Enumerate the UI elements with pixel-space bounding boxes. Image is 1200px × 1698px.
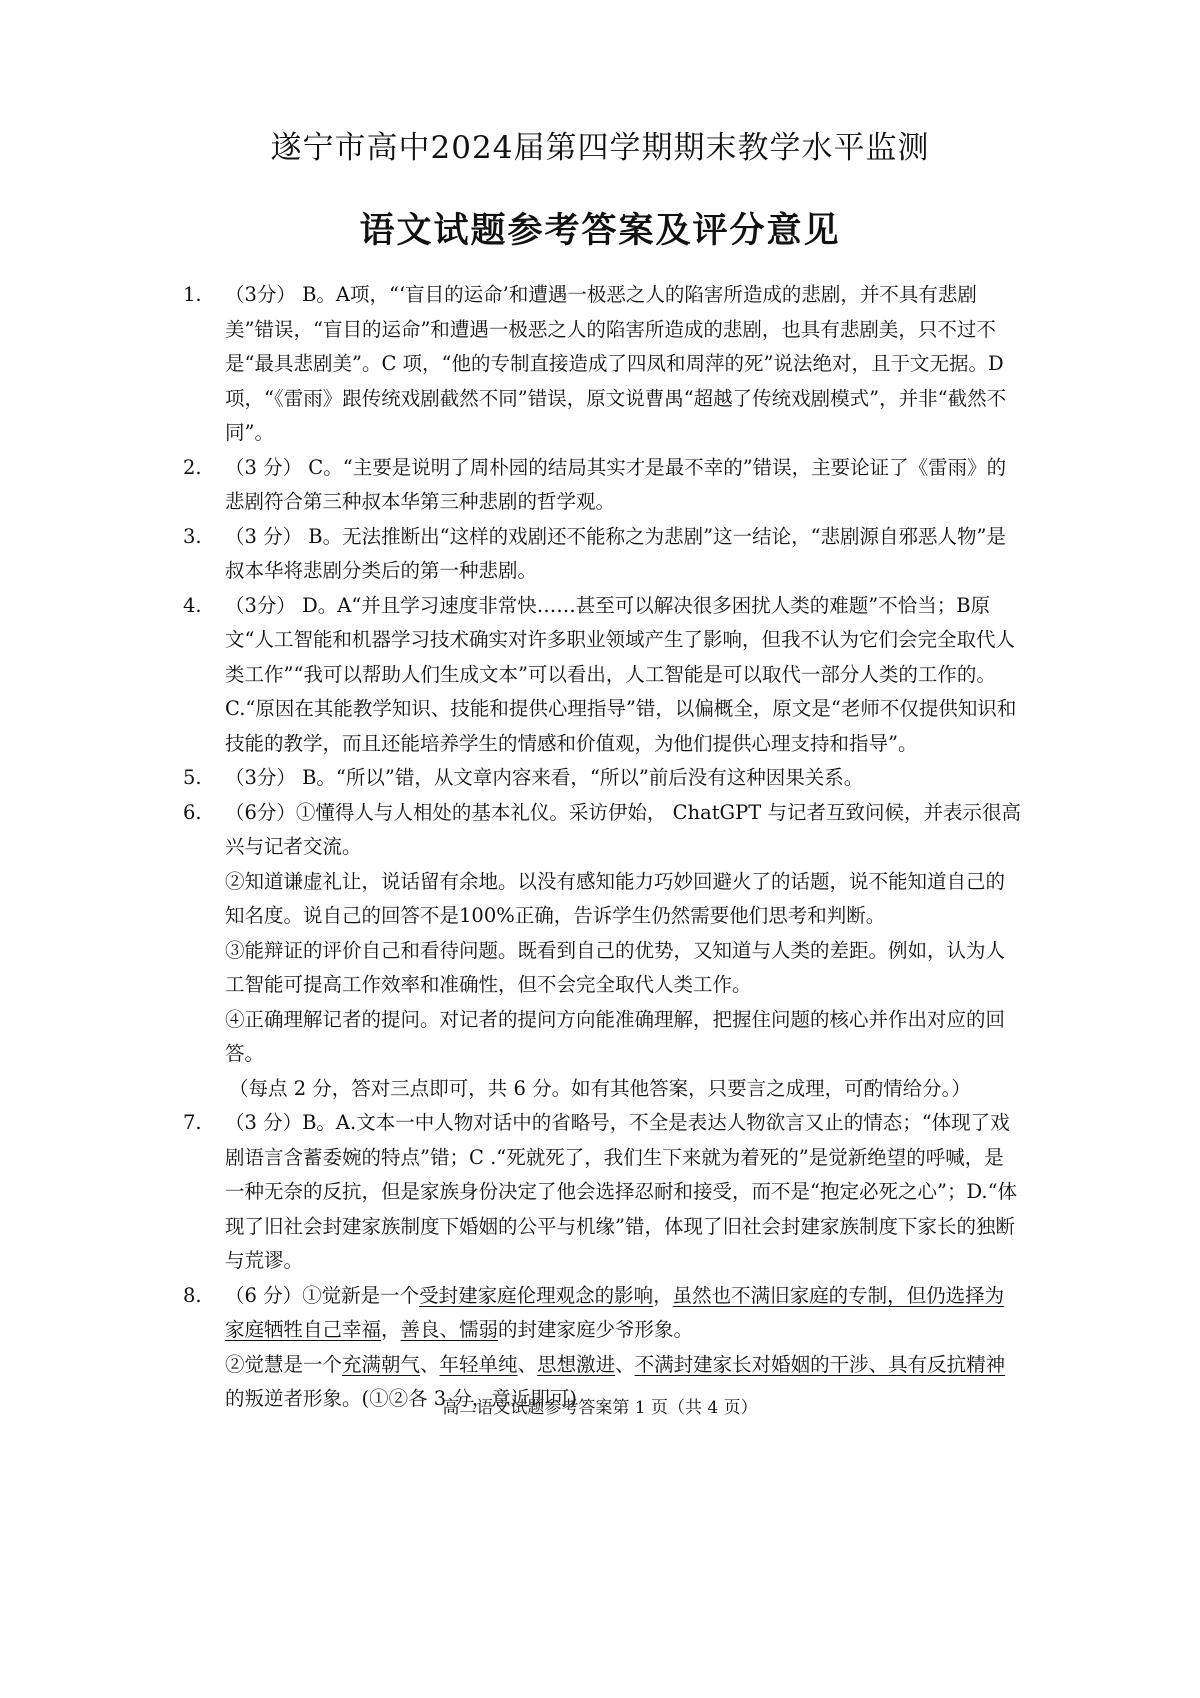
answer-number: 5.	[183, 766, 202, 789]
answer-number: 8.	[183, 1283, 202, 1307]
answer-number: 7.	[183, 1111, 202, 1134]
answer-item-6	[183, 796, 1023, 1107]
answer-item-3	[183, 520, 1023, 589]
answer-item-5	[183, 761, 1023, 796]
answer-text: （3分） B。A项，“‘盲目的运命’和遭遇一极恶之人的陷害所造成的悲剧，并不具有悲剧美”错误，“盲目的运命”和遭遇一极恶之人的陷害所造成的悲剧，也具有悲剧美，只不过不是“最具悲剧美”。C 项，“他的专制直接造成了四凤和周萍的死”说法绝对，且于文无据。D项，“《雷雨》跟传统戏剧截然不同”错误，原文说曹禺“超越了传统戏剧模式”，并非“截然不同”。	[225, 283, 1007, 444]
answer-point-1	[225, 1279, 1023, 1348]
underlined-keyword: 思想激进	[537, 1352, 616, 1376]
document-subtitle: 语文试题参考答案及评分意见	[359, 210, 841, 251]
text-segment: 的叛逆者形象。(①②各 3 分，意近即可)	[225, 1387, 578, 1410]
answer-point-2: ②知道谦虚礼让，说话留有余地。以没有感知能力巧妙回避火了的话题，说不能知道自己的知名度。说自己的回答不是100%正确，告诉学生仍然需要他们思考和判断。	[225, 869, 1006, 927]
text-segment: 、	[420, 1352, 440, 1376]
text-segment: 的封建家庭少爷形象。	[498, 1318, 694, 1341]
answer-list	[183, 278, 1023, 1417]
answer-text: （3 分） B。无法推断出“这样的戏剧还不能称之为悲剧”这一结论，“悲剧源自邪恶人物”是叔本华将悲剧分类后的第一种悲剧。	[225, 524, 1007, 582]
answer-item-4	[183, 589, 1023, 762]
answer-point-3: ③能辩证的评价自己和看待问题。既看到自己的优势，又知道与人类的差距。例如，认为人工智能可提高工作效率和准确性，但不会完全取代人类工作。	[225, 938, 1006, 996]
text-segment: 、	[517, 1352, 538, 1376]
answer-number: 2.	[183, 455, 202, 479]
text-segment: （6 分）①觉新是一个	[225, 1283, 420, 1307]
answer-point-4: ④正确理解记者的提问。对记者的提问方向能准确理解，把握住问题的核心并作出对应的回答。	[225, 1007, 1006, 1065]
underlined-keyword: 善良、懦弱	[400, 1318, 499, 1341]
answer-text: （3分） D。A“并且学习速度非常快……甚至可以解决很多困扰人类的难题”不恰当；B原文“人工智能和机器学习技术确实对许多职业领域产生了影响，但我不认为它们会完全取代人类工作”“我可以帮助人们生成文本”可以看出，人工智能是可以取代一部分人类的工作的。C.“原因在其能教学知识、技能和提供心理指导”错，以偏概全，原文是“老师不仅提供知识和技能的教学，而且还能培养学生的情感和价值观，为他们提供心理支持和指导”。	[225, 593, 1017, 755]
answer-number: 4.	[183, 593, 202, 617]
underlined-keyword: 受封建家庭伦理观念的影响	[419, 1283, 654, 1307]
answer-item-2	[183, 451, 1023, 520]
text-segment: ，	[381, 1318, 401, 1341]
answer-text: （3分） B。“所以”错，从文章内容来看，“所以”前后没有这种因果关系。	[225, 766, 864, 789]
underlined-keyword: 虽然也不满旧家庭的专制，但仍选择为家庭牺牲自己幸福	[225, 1283, 1005, 1341]
answer-number: 6.	[183, 800, 202, 824]
underlined-keyword: 不满封建家长对婚姻的干涉、具有反抗精神	[634, 1352, 1006, 1376]
page-footer: 高二语文试题参考答案第 1 页（共 4 页）	[442, 1398, 758, 1418]
answer-number: 3.	[183, 524, 202, 548]
text-segment: 、	[615, 1352, 635, 1376]
text-segment: ②觉慧是一个	[225, 1352, 343, 1376]
answer-item-7	[183, 1106, 1023, 1279]
answer-text: （3 分） C。“主要是说明了周朴园的结局其实才是最不幸的”错误，主要论证了《雷雨》的悲剧符合第三种叔本华第三种悲剧的哲学观。	[225, 455, 1007, 513]
underlined-keyword: 充满朝气	[342, 1352, 421, 1376]
answer-text: （3 分）B。A.文本一中人物对话中的省略号，不全是表达人物欲言又止的情态；“体现了戏剧语言含蓄委婉的特点”错；C .“死就死了，我们生下来就为着死的”是觉新绝望的呼喊，是一种无奈的反抗，但是家族身份决定了他会选择忍耐和接受，而不是“抱定必死之心”；D.“体现了旧社会封建家族制度下婚姻的公平与机缘”错，体现了旧社会封建家族制度下家长的独断与荒谬。	[225, 1111, 1018, 1272]
answer-number: 1.	[183, 283, 202, 306]
scoring-note: （每点 2 分，答对三点即可，共 6 分。如有其他答案，只要言之成理，可酌情给分。）	[229, 1076, 971, 1100]
answer-point-1: （6分）①懂得人与人相处的基本礼仪。采访伊始， ChatGPT 与记者互致问候，并表示很高兴与记者交流。	[225, 800, 1021, 858]
text-segment: ，	[653, 1283, 673, 1307]
answer-item-1	[183, 278, 1023, 451]
document-title: 遂宁市高中2024届第四学期期末教学水平监测	[270, 130, 930, 166]
underlined-keyword: 年轻单纯	[439, 1352, 518, 1376]
